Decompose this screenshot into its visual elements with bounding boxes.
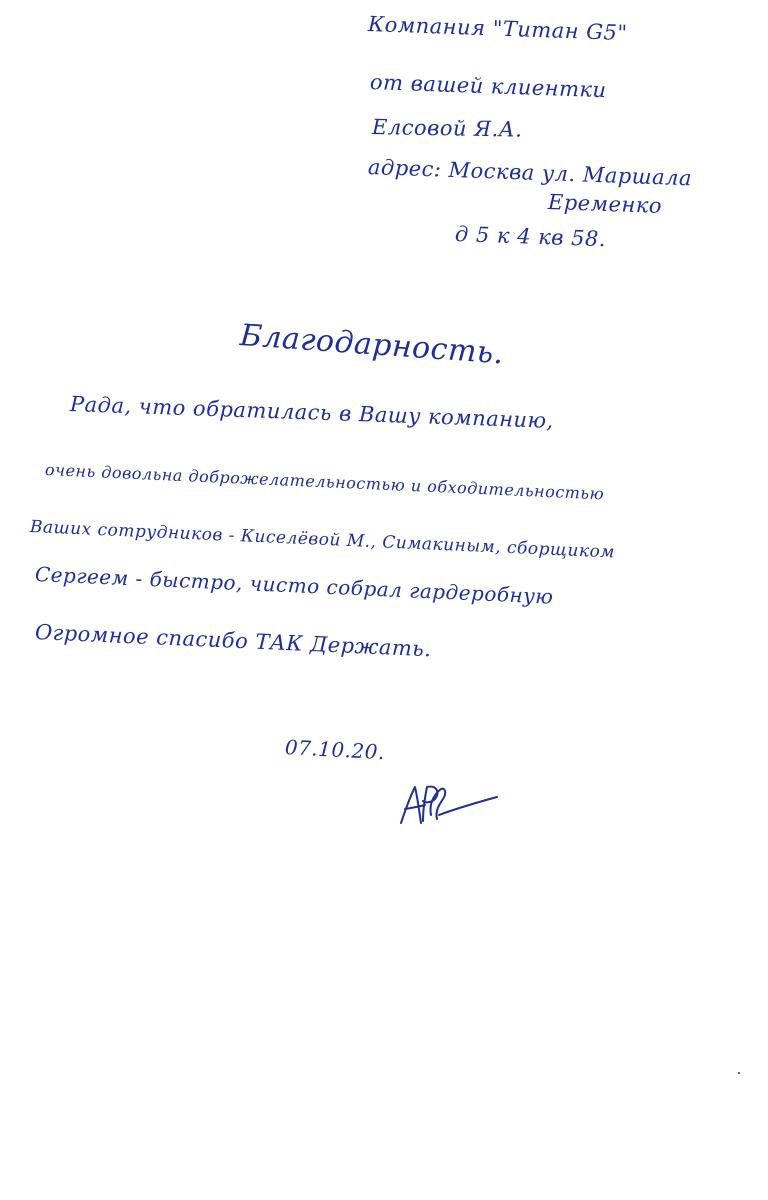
header-address-street: Еременко — [547, 190, 663, 218]
header-company: Компания "Титан G5" — [367, 12, 628, 46]
header-client-name: Елсовой Я.А. — [371, 115, 523, 142]
signature — [395, 775, 515, 835]
header-from: от вашей клиентки — [369, 70, 607, 103]
letter-date: 07.10.20. — [284, 735, 386, 765]
body-line-4: Сергеем - быстро, чисто собрал гардеробную — [34, 562, 554, 609]
header-address-house: д 5 к 4 кв 58. — [454, 222, 607, 252]
header-address: адрес: Москва ул. Маршала — [367, 155, 693, 191]
body-line-3: Ваших сотрудников - Киселёвой М., Симакиным, сборщиком — [29, 517, 616, 563]
body-line-2: очень довольна доброжелательностью и обходительностью — [44, 460, 605, 504]
body-line-1: Рада, что обратилась в Вашу компанию, — [69, 392, 555, 433]
letter-title: Благодарность. — [238, 318, 505, 372]
ink-speck — [738, 1072, 740, 1074]
body-line-5: Огромное спасибо ТАК Держать. — [34, 620, 432, 662]
